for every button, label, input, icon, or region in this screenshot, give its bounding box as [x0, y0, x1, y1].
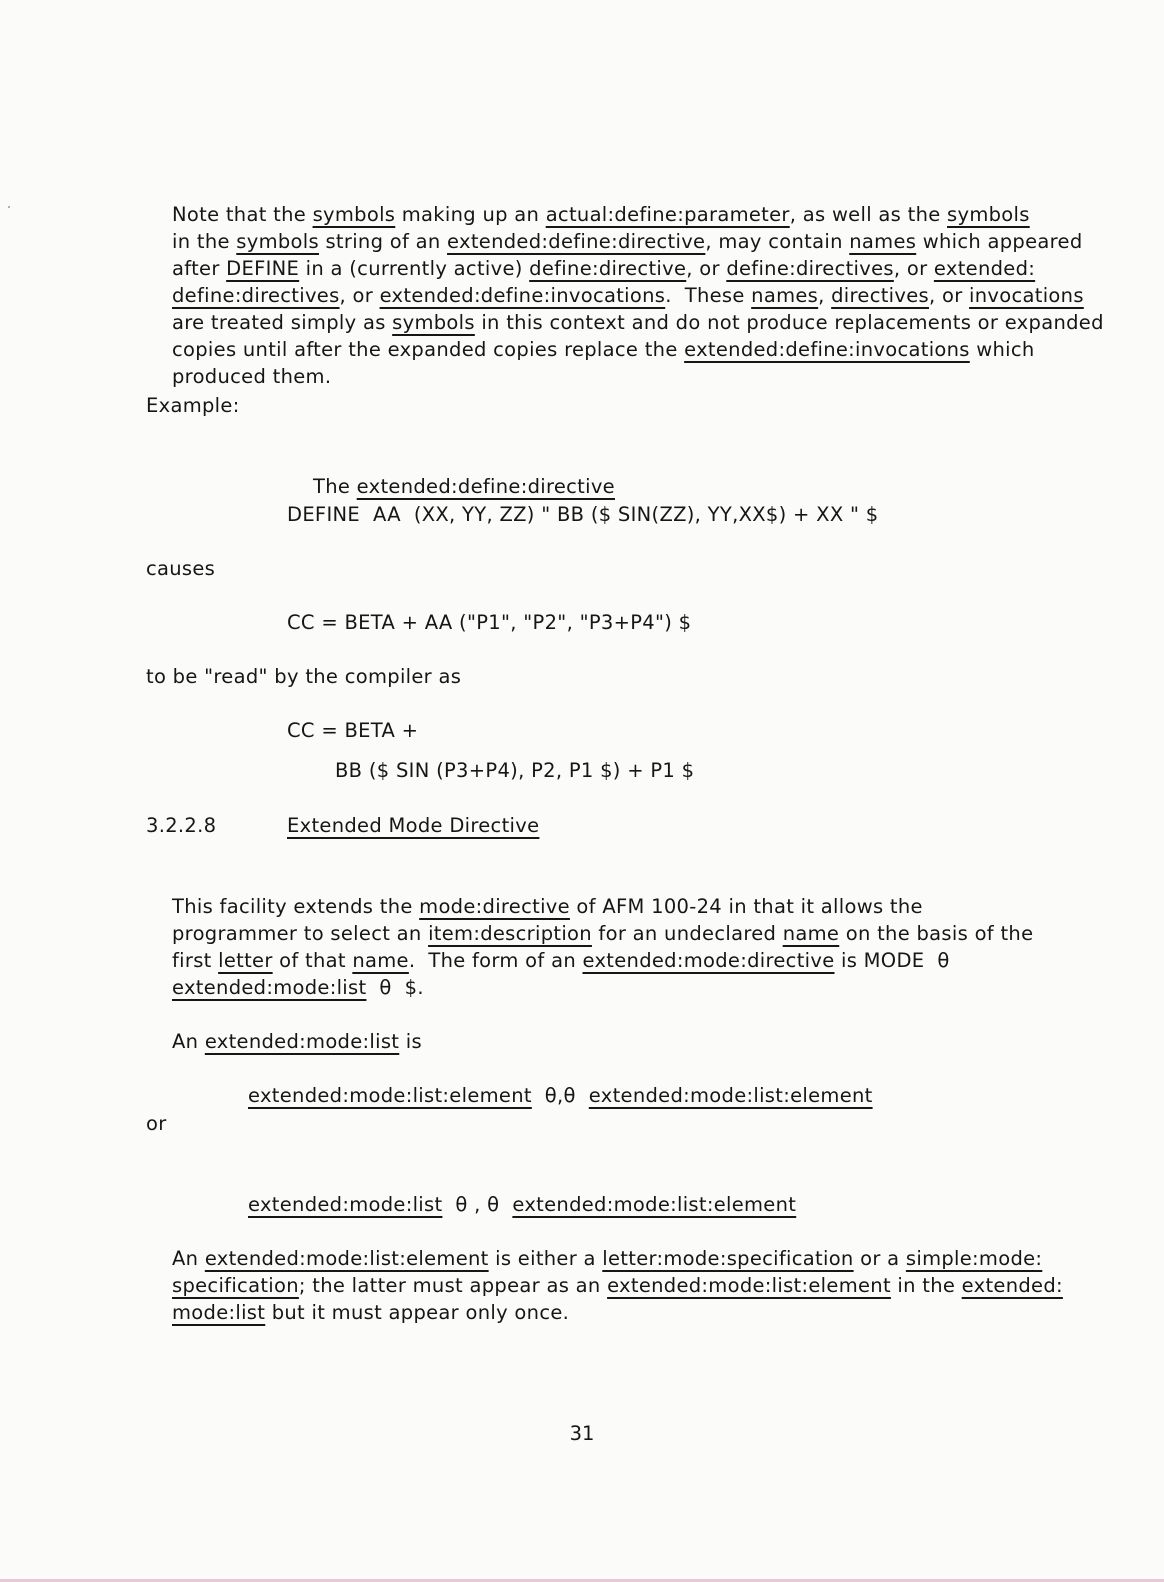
paragraph3-form1: [222, 1055, 873, 1136]
text: of that: [272, 949, 353, 972]
section-title: Extended Mode Directive: [287, 814, 540, 837]
text: in the: [172, 230, 237, 253]
term: names: [849, 230, 917, 253]
term: invocations: [969, 284, 1084, 307]
term: extended:mode:list:element: [512, 1193, 797, 1216]
text: . The form of an: [408, 949, 583, 972]
term: symbols: [947, 203, 1030, 226]
text: An: [172, 1030, 205, 1053]
term: symbols: [236, 230, 319, 253]
term: extended:mode:list:element: [588, 1084, 873, 1107]
example-cc-line: CC = BETA + AA ("P1", "P2", "P3+P4") $: [287, 611, 692, 634]
text: or a: [853, 1247, 906, 1270]
text: of AFM 100-24 in that it allows the: [569, 895, 923, 918]
text: The: [313, 475, 357, 498]
text: string of an: [318, 230, 448, 253]
term: name: [782, 922, 840, 945]
term: extended:mode:list:element: [204, 1247, 489, 1270]
term: names: [751, 284, 819, 307]
paragraph3-or: or: [146, 1112, 167, 1135]
term: extended:: [961, 1274, 1063, 1297]
term: extended:mode:list:element: [248, 1084, 532, 1107]
example-define-line: DEFINE AA (XX, YY, ZZ) " BB ($ SIN(ZZ), YY,XX$) + XX " $: [287, 503, 879, 526]
term: letter:mode:specification: [602, 1247, 854, 1270]
text: θ $.: [366, 976, 424, 999]
text: is: [399, 1030, 422, 1053]
text: An: [172, 1247, 205, 1270]
example-causes: causes: [146, 557, 216, 580]
term: actual:define:parameter: [545, 203, 790, 226]
term: simple:mode:: [905, 1247, 1043, 1270]
term: define:directive: [529, 257, 687, 280]
text: is either a: [488, 1247, 603, 1270]
text: , or: [339, 284, 380, 307]
text: which appeared: [916, 230, 1083, 253]
text: after: [172, 257, 227, 280]
text: on the basis of the: [839, 922, 1034, 945]
text: This facility extends the: [172, 895, 420, 918]
text: θ,θ: [531, 1084, 589, 1107]
term: extended:mode:list: [172, 976, 367, 999]
text: for an undeclared: [591, 922, 783, 945]
example-read-line: to be "read" by the compiler as: [146, 665, 462, 688]
text: but it must appear only once.: [265, 1301, 570, 1324]
text: , or: [893, 257, 934, 280]
term: extended:mode:list:element: [607, 1274, 891, 1297]
text: ; the latter must appear as an: [298, 1274, 608, 1297]
example-bb-line: BB ($ SIN (P3+P4), P2, P1 $) + P1 $: [335, 759, 695, 782]
text: Note that the: [172, 203, 313, 226]
text: , or: [686, 257, 727, 280]
text: in this context and do not produce replacements or expanded: [474, 311, 1104, 334]
term: specification: [172, 1274, 299, 1297]
term: item:description: [428, 922, 592, 945]
text: , may contain: [705, 230, 850, 253]
term: extended:define:directive: [356, 475, 615, 498]
text: in a (currently active): [299, 257, 530, 280]
text: . These: [665, 284, 752, 307]
text: ,: [818, 284, 832, 307]
text: are treated simply as: [172, 311, 393, 334]
scan-speck: [8, 206, 10, 208]
example-cc2-line: CC = BETA +: [287, 719, 419, 742]
text: is MODE θ: [834, 949, 950, 972]
text: in the: [890, 1274, 962, 1297]
term: letter: [218, 949, 273, 972]
paragraph4-line3: [146, 1272, 569, 1353]
text: produced them.: [172, 365, 332, 388]
text: , or: [929, 284, 970, 307]
term: extended:: [933, 257, 1036, 280]
term: extended:mode:directive: [582, 949, 835, 972]
example-label: Example:: [146, 394, 240, 417]
section-number: 3.2.2.8: [146, 814, 217, 837]
term: extended:define:directive: [447, 230, 706, 253]
term: directives: [831, 284, 929, 307]
term: extended:mode:list: [248, 1193, 443, 1216]
term: extended:mode:list: [204, 1030, 400, 1053]
term: mode:directive: [419, 895, 570, 918]
term: define:directives: [726, 257, 894, 280]
term: symbols: [312, 203, 396, 226]
term: extended:define:invocations: [684, 338, 970, 361]
term: define:directives: [172, 284, 340, 307]
text: which: [969, 338, 1035, 361]
term: symbols: [392, 311, 475, 334]
text: first: [172, 949, 219, 972]
text: programmer to select an: [172, 922, 429, 945]
term: name: [352, 949, 409, 972]
text: , as well as the: [789, 203, 948, 226]
text: copies until after the expanded copies replace the: [172, 338, 685, 361]
text: θ , θ: [442, 1193, 513, 1216]
text: making up an: [395, 203, 546, 226]
term: mode:list: [172, 1301, 266, 1324]
term: DEFINE: [226, 257, 300, 280]
term: extended:define:invocations: [379, 284, 666, 307]
page-number: 31: [569, 1422, 595, 1445]
